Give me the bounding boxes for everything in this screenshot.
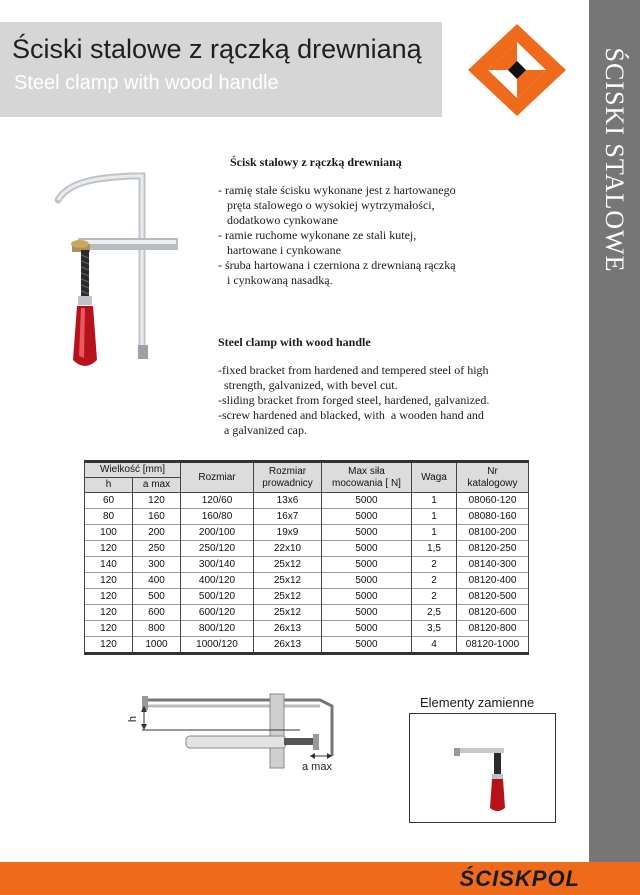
description-pl-line: - ramię stałe ścisku wykonane jest z hartowanego: [218, 183, 456, 197]
col-header-rozmiar: Rozmiar: [181, 462, 254, 493]
table-cell: 200: [133, 525, 181, 541]
col-header-h: h: [85, 478, 133, 493]
dimension-h-label: h: [127, 716, 139, 723]
description-pl-line: i cynkowaną nasadką.: [218, 273, 333, 287]
col-header-waga: Waga: [412, 462, 457, 493]
table-cell: 1: [412, 509, 457, 525]
table-cell: 08120-600: [457, 605, 529, 621]
table-cell: 2: [412, 557, 457, 573]
table-cell: 5000: [322, 493, 412, 509]
description-pl-line: hartowane i cynkowane: [218, 243, 341, 257]
table-cell: 08120-500: [457, 589, 529, 605]
page-title: Ściski stalowe z rączką drewnianą: [12, 34, 422, 64]
table-cell: 80: [85, 509, 133, 525]
table-cell: 120: [133, 493, 181, 509]
table-cell: 600: [133, 605, 181, 621]
table-cell: 5000: [322, 509, 412, 525]
table-cell: 1000: [133, 637, 181, 654]
col-header-text: katalogowy: [467, 477, 518, 489]
table-cell: 08120-800: [457, 621, 529, 637]
table-cell: 120: [85, 573, 133, 589]
table-cell: 5000: [322, 525, 412, 541]
col-header-max-sila: [322, 462, 412, 493]
side-category-label: ŚCISKI STALOWE: [600, 47, 629, 273]
table-cell: 140: [85, 557, 133, 573]
table-cell: 25x12: [254, 605, 322, 621]
description-en-line: -screw hardened and blacked, with a wooden hand and: [218, 408, 484, 422]
table-cell: 16x7: [254, 509, 322, 525]
description-pl: [218, 155, 456, 288]
table-row: [85, 621, 529, 637]
col-header-text: mocowania [ N]: [332, 477, 401, 489]
table-cell: 120/60: [181, 493, 254, 509]
table-cell: 5000: [322, 541, 412, 557]
table-cell: 60: [85, 493, 133, 509]
col-header-text: Rozmiar: [268, 465, 307, 477]
table-cell: 08140-300: [457, 557, 529, 573]
description-pl-line: pręta stalowego o wysokiej wytrzymałości,: [218, 198, 435, 212]
spare-parts-title: Elementy zamienne: [420, 695, 535, 710]
table-cell: 26x13: [254, 621, 322, 637]
table-cell: 300: [133, 557, 181, 573]
table-row: [85, 637, 529, 654]
table-cell: 400/120: [181, 573, 254, 589]
table-cell: 19x9: [254, 525, 322, 541]
table-row: [85, 557, 529, 573]
table-cell: 1,5: [412, 541, 457, 557]
page-subtitle: Steel clamp with wood handle: [14, 72, 279, 94]
table-cell: 300/140: [181, 557, 254, 573]
table-cell: 800/120: [181, 621, 254, 637]
table-cell: 5000: [322, 557, 412, 573]
table-cell: 250/120: [181, 541, 254, 557]
description-en: [218, 335, 489, 438]
table-row: [85, 541, 529, 557]
spec-table: [84, 460, 529, 655]
table-cell: 800: [133, 621, 181, 637]
clamp-dimension-diagram: [120, 686, 360, 816]
table-row: [85, 605, 529, 621]
table-cell: 5000: [322, 573, 412, 589]
spec-table-container: [84, 460, 528, 655]
table-cell: 4: [412, 637, 457, 654]
table-cell: 1: [412, 525, 457, 541]
col-header-text: Max siła: [348, 465, 385, 477]
table-cell: 120: [85, 621, 133, 637]
col-header-text: prowadnicy: [262, 477, 313, 489]
table-cell: 1: [412, 493, 457, 509]
col-header-a-max: a max: [133, 478, 181, 493]
table-cell: 5000: [322, 605, 412, 621]
spare-screw-photo: [450, 734, 510, 814]
footer-bar: [0, 862, 640, 895]
table-cell: 2,5: [412, 605, 457, 621]
table-cell: 160/80: [181, 509, 254, 525]
description-pl-line: dodatkowo cynkowane: [218, 213, 338, 227]
table-cell: 5000: [322, 589, 412, 605]
table-cell: 5000: [322, 637, 412, 654]
table-cell: 200/100: [181, 525, 254, 541]
table-cell: 400: [133, 573, 181, 589]
spare-parts-box: [409, 713, 556, 823]
table-cell: 1000/120: [181, 637, 254, 654]
table-cell: 25x12: [254, 573, 322, 589]
table-cell: 08120-250: [457, 541, 529, 557]
table-cell: 13x6: [254, 493, 322, 509]
table-cell: 08100-200: [457, 525, 529, 541]
table-cell: 08080-160: [457, 509, 529, 525]
dimension-amax-label: a max: [302, 761, 332, 773]
footer-brand: ŚCISKPOL: [459, 866, 580, 891]
description-en-line: -sliding bracket from forged steel, hardened, galvanized.: [218, 393, 490, 407]
table-cell: 3,5: [412, 621, 457, 637]
table-cell: 120: [85, 589, 133, 605]
table-row: [85, 509, 529, 525]
table-cell: 2: [412, 573, 457, 589]
table-cell: 5000: [322, 621, 412, 637]
table-cell: 100: [85, 525, 133, 541]
table-row: [85, 573, 529, 589]
description-en-heading: Steel clamp with wood handle: [218, 335, 371, 349]
table-cell: 250: [133, 541, 181, 557]
description-pl-heading: Ścisk stalowy z rączką drewnianą: [230, 155, 402, 169]
table-cell: 120: [85, 637, 133, 654]
col-header-size: Wielkość [mm]: [85, 462, 181, 478]
table-cell: 500/120: [181, 589, 254, 605]
col-header-nr-katalogowy: [457, 462, 529, 493]
table-cell: 120: [85, 605, 133, 621]
table-cell: 25x12: [254, 589, 322, 605]
table-cell: 120: [85, 541, 133, 557]
clamp-photo: [40, 160, 210, 375]
table-cell: 2: [412, 589, 457, 605]
table-cell: 500: [133, 589, 181, 605]
table-cell: 25x12: [254, 557, 322, 573]
table-cell: 600/120: [181, 605, 254, 621]
description-en-line: a galvanized cap.: [218, 423, 307, 437]
description-en-line: strength, galvanized, with bevel cut.: [218, 378, 398, 392]
description-pl-line: - ramie ruchome wykonane ze stali kutej,: [218, 228, 417, 242]
table-row: [85, 589, 529, 605]
spec-table-body: [85, 493, 529, 654]
table-row: [85, 525, 529, 541]
table-cell: 26x13: [254, 637, 322, 654]
table-cell: 160: [133, 509, 181, 525]
col-header-rozmiar-prowadnicy: [254, 462, 322, 493]
table-cell: 08120-1000: [457, 637, 529, 654]
table-cell: 08120-400: [457, 573, 529, 589]
description-en-line: -fixed bracket from hardened and tempered steel of high: [218, 363, 489, 377]
brand-logo-icon: [466, 22, 568, 118]
table-row: [85, 493, 529, 509]
description-pl-line: - śruba hartowana i czerniona z drewnianą rączką: [218, 258, 456, 272]
table-cell: 08060-120: [457, 493, 529, 509]
table-cell: 22x10: [254, 541, 322, 557]
col-header-text: Nr: [487, 465, 498, 477]
